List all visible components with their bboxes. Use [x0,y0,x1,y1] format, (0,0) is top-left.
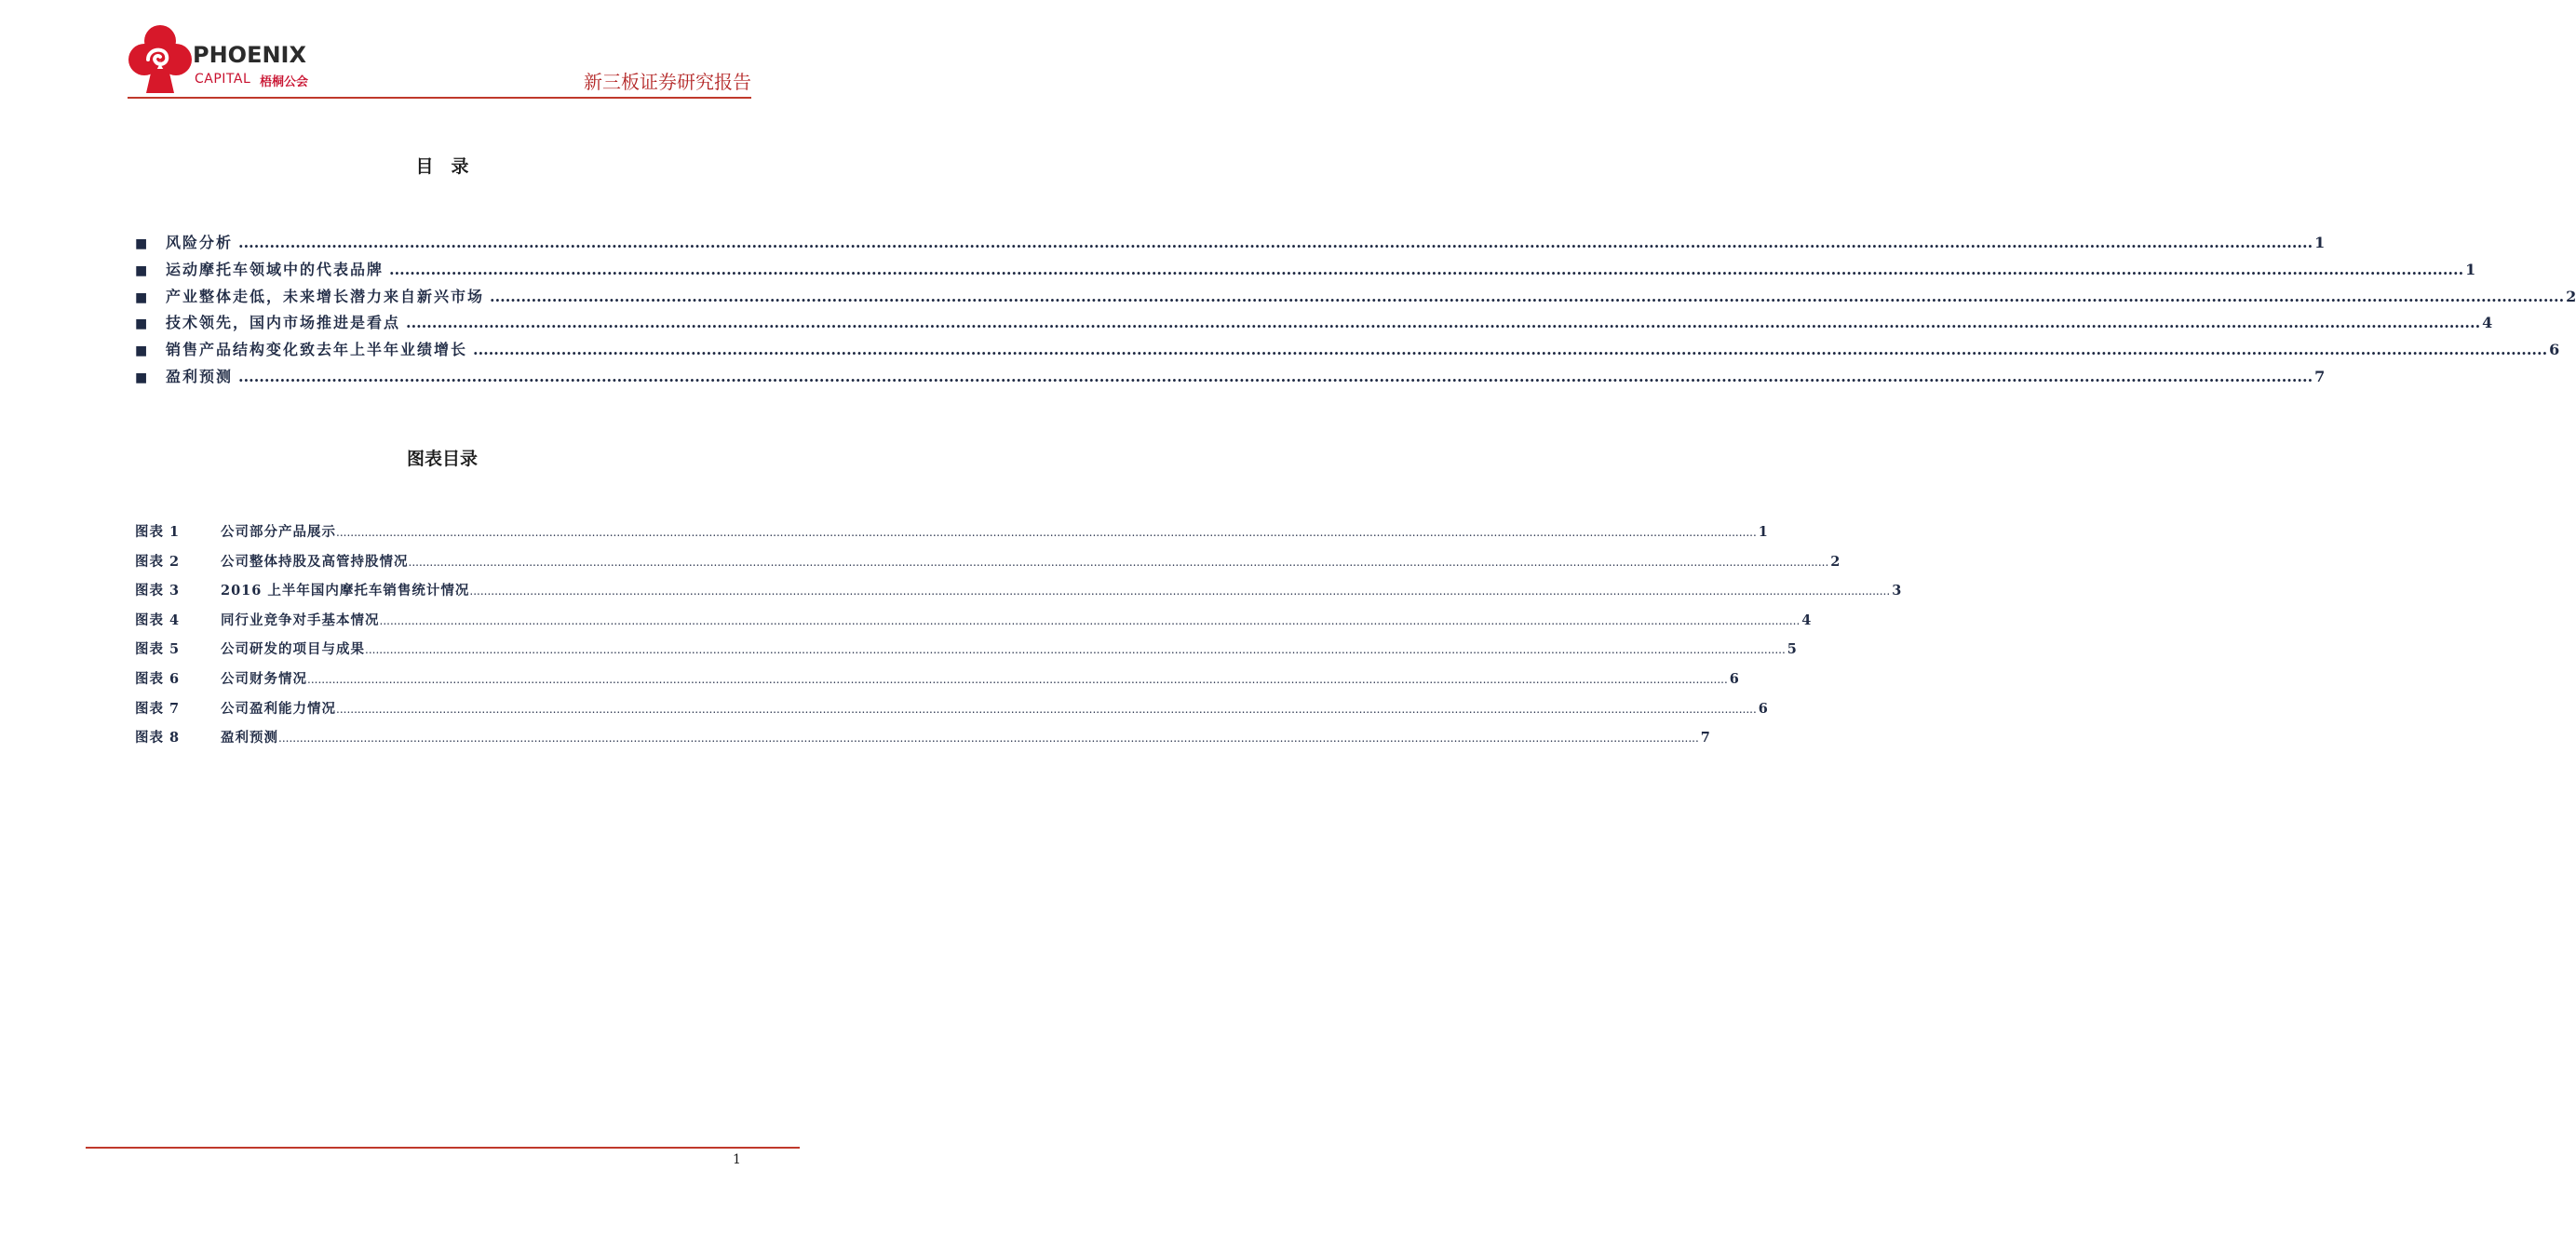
dot-leader: ................................................................................................................................................................................................................................................................................................................................................................................................................ [278,732,1699,746]
figure-entry[interactable] [135,521,1768,551]
page-header [128,22,751,99]
dot-leader: ................................................................................................................................................................................................................................................................................................................................................................................................................ [336,702,1757,716]
figure-entry-label: 公司财务情况 [221,670,307,687]
figure-number: 图表 7 [135,700,181,717]
dot-leader: ................................................................................................................................................................................................................................................................................................................................................................................................................ [307,672,1728,686]
toc-entry[interactable] [135,285,2576,312]
dot-leader: ................................................................................................................................................................................................................................................................................................................................................................................................................ [490,287,2565,305]
figure-number: 图表 1 [135,524,181,540]
figure-entry-label: 公司整体持股及高管持股情况 [221,553,409,570]
figure-entry-page: 5 [1787,641,1797,658]
square-bullet-icon: ■ [135,370,148,385]
square-bullet-icon: ■ [135,343,148,359]
toc-entry-page: 7 [2314,367,2326,385]
figure-entry[interactable] [135,639,1797,668]
toc-entry-label: 运动摩托车领域中的代表品牌 [166,260,384,278]
phoenix-capital-logo [128,22,323,95]
dot-leader: ................................................................................................................................................................................................................................................................................................................................................................................................................ [389,260,2464,278]
header-divider [128,97,751,99]
toc-entry-page: 1 [2314,234,2326,251]
toc-entry-label: 产业整体走低，未来增长潜力来自新兴市场 [166,287,485,305]
toc-entry-page: 1 [2465,260,2476,278]
figure-entry[interactable] [135,551,1841,581]
dot-leader: ................................................................................................................................................................................................................................................................................................................................................................................................................ [379,613,1801,627]
square-bullet-icon: ■ [135,316,148,332]
figure-number: 图表 5 [135,641,181,658]
toc-entry-page: 2 [2566,287,2576,305]
dot-leader: ................................................................................................................................................................................................................................................................................................................................................................................................................ [469,585,1891,599]
page-number: 1 [733,1152,741,1167]
dot-leader: ................................................................................................................................................................................................................................................................................................................................................................................................................ [336,526,1757,539]
figure-entry-label: 公司研发的项目与成果 [221,641,365,658]
figure-number: 图表 3 [135,583,181,599]
figure-number: 图表 6 [135,670,181,687]
figure-entry-label: 盈利预测 [221,730,278,747]
figure-entry-page: 3 [1892,583,1902,599]
toc-entry[interactable] [135,338,2560,365]
toc-entry-label: 技术领先，国内市场推进是看点 [166,314,401,332]
figure-number: 图表 2 [135,553,181,570]
dot-leader: ................................................................................................................................................................................................................................................................................................................................................................................................................ [238,234,2313,251]
square-bullet-icon: ■ [135,236,148,251]
figure-entry[interactable] [135,580,1902,610]
figure-entry[interactable] [135,668,1739,698]
figure-number: 图表 4 [135,612,181,628]
figure-number: 图表 8 [135,730,181,747]
figure-entry-page: 6 [1729,670,1739,687]
toc-entry[interactable] [135,365,2326,392]
figure-entry-page: 6 [1758,700,1768,717]
figure-entry-label: 公司盈利能力情况 [221,700,336,717]
toc-entry-label: 盈利预测 [166,367,234,385]
dot-leader: ................................................................................................................................................................................................................................................................................................................................................................................................................ [408,555,1829,569]
toc-entry-page: 6 [2549,341,2560,359]
dot-leader: ................................................................................................................................................................................................................................................................................................................................................................................................................ [365,643,1786,657]
dot-leader: ................................................................................................................................................................................................................................................................................................................................................................................................................ [406,314,2481,332]
toc-entry[interactable] [135,311,2493,338]
toc-title: 目 录 [415,156,469,177]
dot-leader: ................................................................................................................................................................................................................................................................................................................................................................................................................ [238,367,2313,385]
logo-wordmark: PHOENIX [193,42,306,68]
figure-entry-label: 同行业竞争对手基本情况 [221,612,380,628]
logo-chinese-name: 梧桐公会 [260,75,309,89]
figure-entry-page: 2 [1830,553,1841,570]
figure-entry[interactable] [135,727,1710,757]
logo-subtitle: CAPITAL [195,72,251,87]
toc-entry-page: 4 [2482,314,2493,332]
toc-entry-label: 风险分析 [166,234,234,251]
figures-toc-list [135,521,1902,757]
footer-divider [86,1147,800,1149]
toc-entry[interactable] [135,231,2326,258]
figure-entry-label: 公司部分产品展示 [221,524,336,540]
square-bullet-icon: ■ [135,262,148,278]
toc-entry-label: 销售产品结构变化致去年上半年业绩增长 [166,341,468,359]
toc-list [135,231,2576,392]
figure-entry-page: 4 [1801,612,1812,628]
figure-entry-label: 2016 上半年国内摩托车销售统计情况 [221,583,470,599]
square-bullet-icon: ■ [135,289,148,305]
figure-entry[interactable] [135,698,1768,728]
report-type-title: 新三板证券研究报告 [584,71,751,93]
figure-entry[interactable] [135,610,1812,639]
figure-entry-page: 1 [1758,524,1768,540]
logo-emblem-icon [128,22,193,95]
toc-entry[interactable] [135,258,2476,285]
dot-leader: ................................................................................................................................................................................................................................................................................................................................................................................................................ [473,341,2548,359]
figure-entry-page: 7 [1700,730,1710,747]
figures-toc-title: 图表目录 [406,449,478,469]
